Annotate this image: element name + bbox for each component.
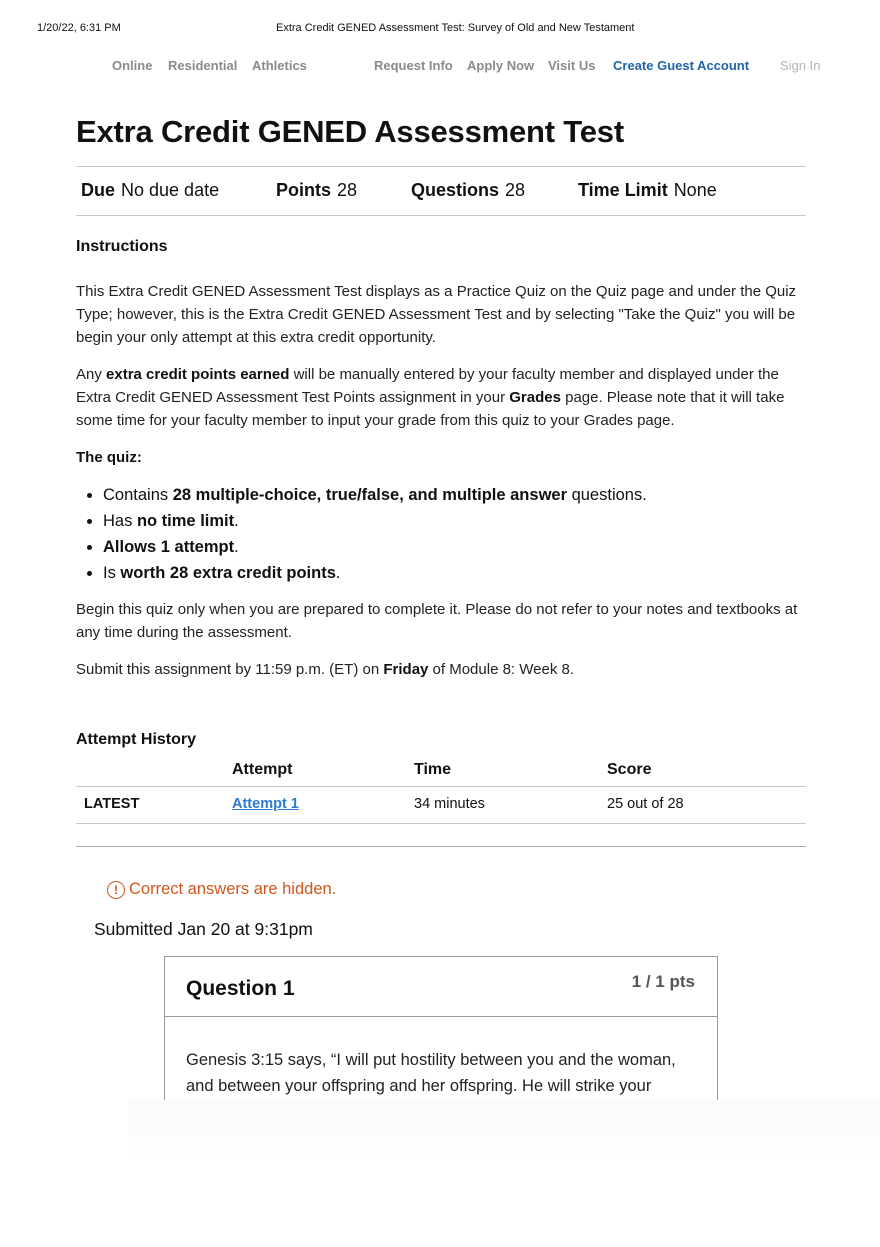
questions-info: [411, 180, 525, 201]
attempt-1-link[interactable]: Attempt 1: [232, 796, 299, 812]
nav-sign-in[interactable]: Sign In: [780, 58, 821, 73]
list-item: • Has no time limit.: [103, 508, 647, 534]
due-label: Due: [81, 180, 116, 200]
table-divider: [76, 786, 806, 787]
print-datetime: 1/20/22, 6:31 PM: [37, 22, 121, 34]
nav-athletics[interactable]: Athletics: [252, 58, 307, 73]
points-info: [276, 180, 357, 201]
instructions-heading: Instructions: [76, 238, 168, 255]
hidden-answers-text: Correct answers are hidden.: [129, 880, 337, 898]
column-header-score: Score: [607, 761, 652, 778]
points-label: Points: [276, 180, 332, 200]
nav-request-info[interactable]: Request Info: [374, 58, 453, 73]
section-divider: [76, 846, 806, 847]
table-divider: [76, 823, 806, 824]
due-info: [81, 180, 219, 201]
attempt-history-heading: Attempt History: [76, 731, 197, 748]
instructions-paragraph-1: This Extra Credit GENED Assessment Test displays as a Practice Quiz on the Quiz page and under the Quiz Type; however, this is the Extra Credit GENED Assessment Test and by selecting "Take the Quiz" you will be begin your only attempt at this extra credit opportunity.: [76, 283, 797, 346]
hidden-answers-notice: [107, 880, 336, 899]
submitted-timestamp: Submitted Jan 20 at 9:31pm: [94, 919, 313, 939]
quiz-rules-list: [76, 482, 647, 586]
question-points: 1 / 1 pts: [631, 972, 695, 991]
questions-value: 28: [505, 180, 526, 200]
attempt-score: 25 out of 28: [607, 796, 684, 812]
column-header-attempt: Attempt: [232, 761, 293, 778]
nav-visit-us[interactable]: Visit Us: [548, 58, 596, 73]
column-header-time: Time: [414, 761, 452, 778]
time-limit-info: [578, 180, 717, 201]
quiz-heading: The quiz:: [76, 449, 142, 466]
nav-apply-now[interactable]: Apply Now: [467, 58, 535, 73]
divider: [76, 166, 806, 167]
instructions-paragraph-3: Begin this quiz only when you are prepared to complete it. Please do not refer to your notes and textbooks at any time during the assessment.: [76, 601, 798, 641]
list-item: • Contains 28 multiple-choice, true/false, and multiple answer questions.: [103, 482, 647, 508]
attempt-time: 34 minutes: [414, 796, 485, 812]
print-document-title: Extra Credit GENED Assessment Test: Survey of Old and New Testament: [276, 22, 635, 34]
question-card: [164, 956, 718, 1106]
exclamation-icon: !: [107, 881, 125, 899]
instructions-paragraph-2: Any extra credit points earned will be manually entered by your faculty member and displayed under the Extra Credit GENED Assessment Test Points assignment in your Grades page. Please note that it will take some time for your faculty member to input your grade from this quiz to your Grades page.: [76, 366, 785, 429]
question-title: Question 1: [186, 977, 295, 1000]
nav-create-guest-account[interactable]: Create Guest Account: [613, 58, 750, 73]
points-value: 28: [337, 180, 358, 200]
question-text: Genesis 3:15 says, “I will put hostility between you and the woman, and between your offspring and her offspring. He will strike your: [186, 1051, 676, 1095]
due-value: No due date: [121, 180, 220, 200]
time-limit-value: None: [673, 180, 717, 200]
latest-label: LATEST: [84, 796, 140, 812]
questions-label: Questions: [411, 180, 500, 200]
list-item: • Is worth 28 extra credit points.: [103, 560, 647, 586]
question-header: [165, 957, 717, 1017]
list-item: • Allows 1 attempt.: [103, 534, 647, 560]
divider: [76, 215, 806, 216]
time-limit-label: Time Limit: [578, 180, 668, 200]
nav-residential[interactable]: Residential: [168, 58, 238, 73]
page-fade: [128, 1100, 880, 1160]
nav-online[interactable]: Online: [112, 58, 153, 73]
instructions-paragraph-4: Submit this assignment by 11:59 p.m. (ET) on Friday of Module 8: Week 8.: [76, 661, 575, 678]
page-title: Extra Credit GENED Assessment Test: [76, 114, 624, 149]
